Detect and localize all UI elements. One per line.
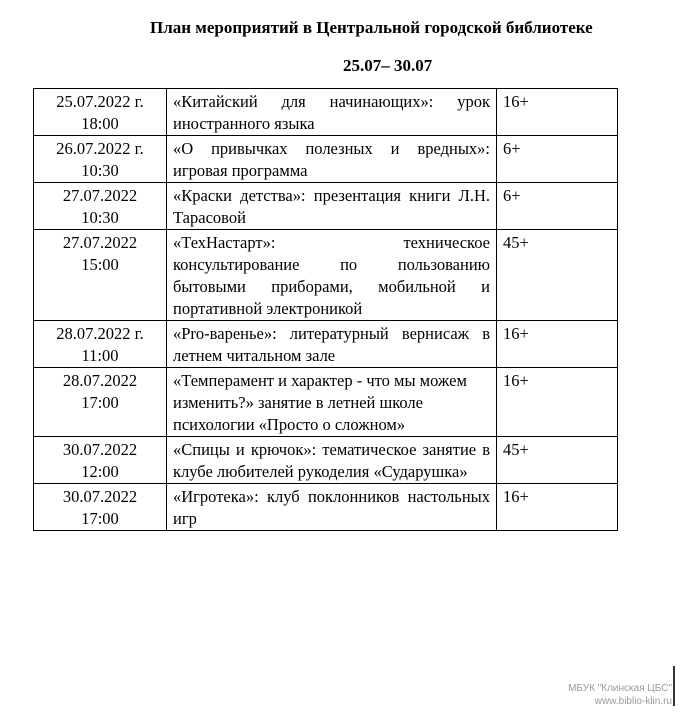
watermark-divider [673,666,675,706]
table-row [34,321,618,368]
table-row [34,230,618,321]
table-row [34,136,618,183]
date-cell [34,321,167,368]
event-date: 28.07.2022 г. [56,324,144,343]
age-rating-cell: 16+ [497,368,618,437]
watermark-org: МБУК "Клинская ЦБС" [568,683,672,694]
event-date: 30.07.2022 [62,487,138,506]
table-row [34,484,618,531]
description-cell: «Темперамент и характер - что мы можем изменить?» занятие в летней школе психологии «Просто о сложном» [167,368,497,437]
event-date: 28.07.2022 [62,371,138,390]
event-date: 30.07.2022 [62,440,138,459]
event-time: 17:00 [81,509,119,528]
page-title: План мероприятий в Центральной городской библиотеке [150,18,593,37]
date-cell [34,183,167,230]
description-cell: «О привычках полезных и вредных»: игровая программа [167,136,497,183]
date-cell [34,89,167,136]
date-cell [34,368,167,437]
description-cell: «Китайский для начинающих»: урок иностранного языка [167,89,497,136]
age-rating-cell: 6+ [497,183,618,230]
age-rating-cell: 45+ [497,437,618,484]
age-rating-cell: 16+ [497,89,618,136]
age-rating-cell: 45+ [497,230,618,321]
watermark [568,682,672,708]
event-time: 17:00 [81,393,119,412]
event-date: 25.07.2022 г. [56,92,144,111]
date-cell [34,136,167,183]
watermark-site: www.biblio-klin.ru [594,696,672,707]
event-date: 26.07.2022 г. [56,139,144,158]
table-row [34,437,618,484]
table-row [34,183,618,230]
event-date: 27.07.2022 [62,186,138,205]
description-cell: «Pro-варенье»: литературный вернисаж в летнем читальном зале [167,321,497,368]
age-rating-cell: 6+ [497,136,618,183]
description-cell: «Спицы и крючок»: тематическое занятие в клубе любителей рукоделия «Сударушка» [167,437,497,484]
table-row [34,89,618,136]
event-date: 27.07.2022 [62,233,138,252]
age-rating-cell: 16+ [497,484,618,531]
event-time: 10:30 [81,161,119,180]
description-cell: «Краски детства»: презентация книги Л.Н. Тарасовой [167,183,497,230]
event-time: 10:30 [81,208,119,227]
description-cell: «Игротека»: клуб поклонников настольных игр [167,484,497,531]
date-cell [34,484,167,531]
event-time: 15:00 [81,255,119,274]
date-cell [34,230,167,321]
event-time: 11:00 [81,346,119,365]
table-row [34,368,618,437]
description-cell: «ТехНастарт»: техническое консультирование по пользованию бытовыми приборами, мобильной и портативной электроникой [167,230,497,321]
event-time: 12:00 [81,462,119,481]
event-time: 18:00 [81,114,119,133]
events-table [33,88,618,531]
age-rating-cell: 16+ [497,321,618,368]
date-cell [34,437,167,484]
date-range: 25.07– 30.07 [343,56,433,75]
